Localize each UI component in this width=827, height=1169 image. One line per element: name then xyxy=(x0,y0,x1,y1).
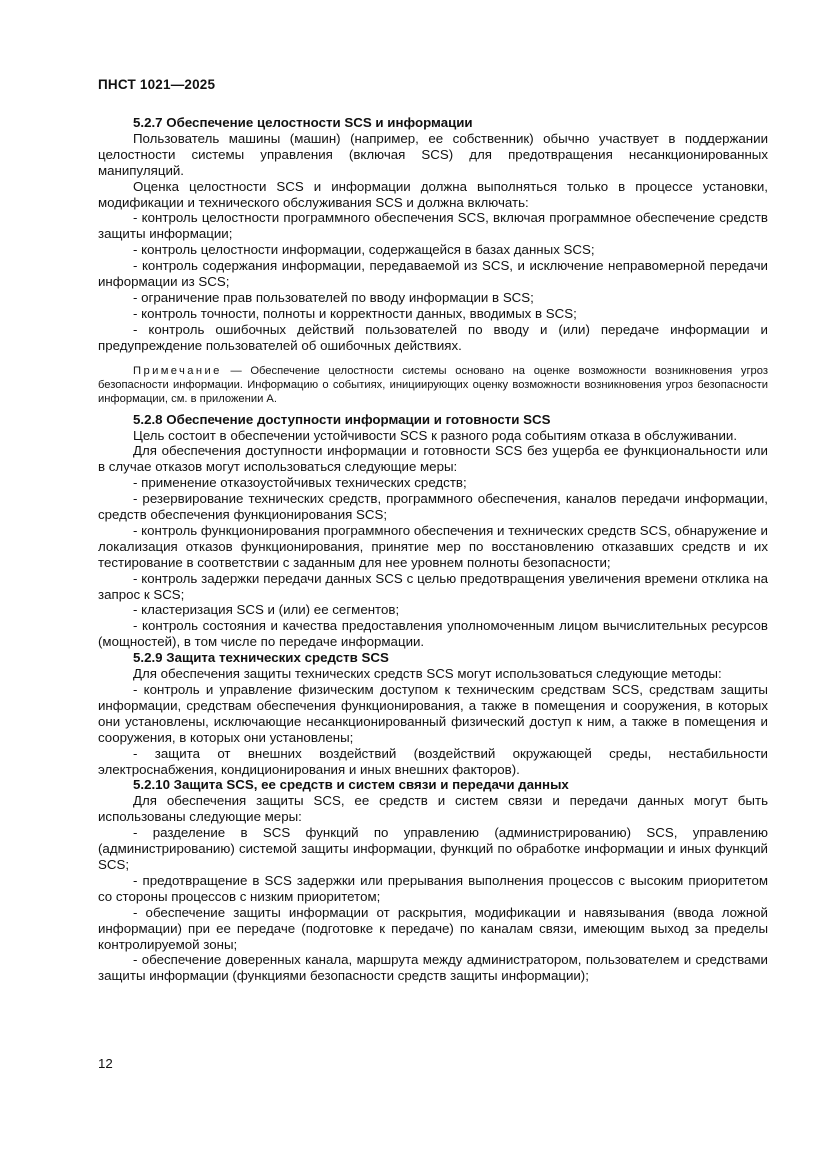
list-item: - защита от внешних воздействий (воздействий окружающей среды, нестабильности электроснабжения, кондиционирования и иных внешних факторов). xyxy=(98,745,768,777)
section-heading: 5.2.8 Обеспечение доступности информации и готовности SCS xyxy=(133,411,551,427)
page-number: 12 xyxy=(98,1056,113,1071)
list-item: - контроль ошибочных действий пользователей по вводу и (или) передаче информации и предупреждение пользователей об ошибочных действиях. xyxy=(98,321,768,353)
list-item: - контроль содержания информации, передаваемой из SCS, и исключение неправомерной передачи информации из SCS; xyxy=(98,258,768,290)
paragraph: Пользователь машины (машин) (например, ее собственник) обычно участвует в поддержании целостности системы управления (включая SCS) для предотвращения несанкционированных манипуляций. xyxy=(98,130,768,178)
section-heading: 5.2.7 Обеспечение целостности SCS и информации xyxy=(133,115,473,130)
note xyxy=(98,364,768,406)
list-item: - ограничение прав пользователей по вводу информации в SCS; xyxy=(133,289,534,305)
paragraph: Для обеспечения защиты SCS, ее средств и систем связи и передачи данных могут быть использованы следующие меры: xyxy=(98,793,768,825)
paragraph: Для обеспечения доступности информации и готовности SCS без ущерба ее функциональности или в случае отказов могут использоваться следующие меры: xyxy=(98,443,768,475)
paragraph: Оценка целостности SCS и информации должна выполняться только в процессе установки, модификации и технического обслуживания SCS и должна включать: xyxy=(98,178,768,210)
list-item: - контроль состояния и качества предоставления уполномоченным лицом вычислительных ресурсов (мощностей), в том числе по передаче информации. xyxy=(98,618,768,650)
list-item: - резервирование технических средств, программного обеспечения, каналов передачи информации, средств обеспечения функционирования SCS; xyxy=(98,491,768,523)
list-item: - контроль целостности программного обеспечения SCS, включая программное обеспечение средств защиты информации; xyxy=(98,210,768,242)
paragraph: Для обеспечения защиты технических средств SCS могут использоваться следующие методы: xyxy=(133,666,722,682)
document-id: ПНСТ 1021—2025 xyxy=(98,77,216,92)
section-heading: 5.2.10 Защита SCS, ее средств и систем связи и передачи данных xyxy=(133,777,569,793)
list-item: - обеспечение защиты информации от раскрытия, модификации и навязывания (ввода ложной информации) при ее передаче (подготовке к передаче) по каналам связи, имеющим выход за пределы контролируемой зоны; xyxy=(98,904,768,952)
note-dash: — xyxy=(221,364,251,377)
list-item: - разделение в SCS функций по управлению (администрированию) SCS, управлению (администрированию) системой защиты информации, функций по обработке информации и иных функций SCS; xyxy=(98,825,768,872)
list-item: - применение отказоустойчивых технических средств; xyxy=(133,475,467,491)
list-item: - контроль функционирования программного обеспечения и технических средств SCS, обнаружение и локализация отказов функционирования, принятие мер по восстановлению отказавших средств и их тестирование в соответствии с заданным для нее уровнем полноты безопасности; xyxy=(98,522,768,570)
list-item: - обеспечение доверенных канала, маршрута между администратором, пользователем и средствами защиты информации (функциями безопасности средств защиты информации); xyxy=(98,952,768,984)
paragraph: Цель состоит в обеспечении устойчивости SCS к разного рода событиям отказа в обслуживании. xyxy=(133,427,738,443)
document-body xyxy=(98,115,768,984)
list-item: - контроль и управление физическим доступом к техническим средствам SCS, средствам защиты информации, средствам обеспечения функционирования, а также в помещения и сооружения, в которых они установлены, исключающие несанкционированный физический доступ к ним, а также в помещения и сооружения, в которых они установлены; xyxy=(98,682,768,745)
note-label: Примечание xyxy=(133,364,222,377)
list-item: - контроль задержки передачи данных SCS с целью предотвращения увеличения времени отклика на запрос к SCS; xyxy=(98,570,768,602)
section-heading: 5.2.9 Защита технических средств SCS xyxy=(133,650,389,666)
list-item: - контроль целостности информации, содержащейся в базах данных SCS; xyxy=(133,242,595,258)
note-text: Обеспечение целостности системы основано на оценке возможности возникновения угроз безопасности информации. Информацию о событиях, инициирующих оценку возможности возникновения угроз безопасности информации, см. в приложении А. xyxy=(98,364,768,405)
list-item: - предотвращение в SCS задержки или прерывания выполнения процессов с высоким приоритетом со стороны процессов с низким приоритетом; xyxy=(98,872,768,904)
list-item: - контроль точности, полноты и корректности данных, вводимых в SCS; xyxy=(133,305,577,321)
list-item: - кластеризация SCS и (или) ее сегментов; xyxy=(133,602,400,618)
